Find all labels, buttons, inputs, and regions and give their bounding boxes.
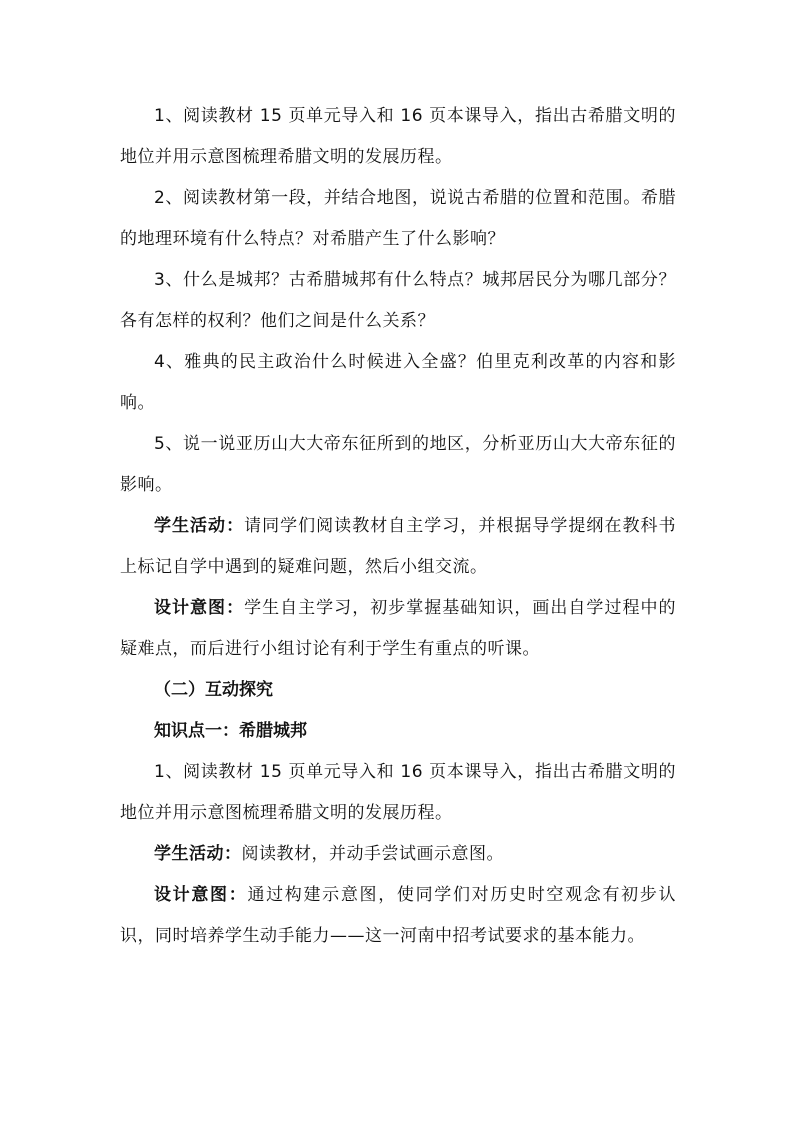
design-intent-label: 设计意图： (154, 885, 248, 905)
design-intent-1 (120, 588, 676, 670)
design-intent-text: 学生自主学习，初步掌握基础知识，画出自学过程中的疑难点，而后进行小组讨论有利于学生有重点的听课。 (120, 598, 677, 659)
design-intent-2 (120, 875, 676, 957)
question-2: 2、阅读教材第一段，并结合地图，说说古希腊的位置和范围。希腊的地理环境有什么特点？对希腊产生了什么影响？ (120, 188, 676, 249)
knowledge-point-heading: 知识点一：希腊城邦 (154, 721, 307, 741)
kp-question-1: 1、阅读教材 15 页单元导入和 16 页本课导入，指出古希腊文明的地位并用示意图梳理希腊文明的发展历程。 (120, 762, 676, 823)
question-1: 1、阅读教材 15 页单元导入和 16 页本课导入，指出古希腊文明的地位并用示意图梳理希腊文明的发展历程。 (120, 106, 676, 167)
section-heading: （二）互动探究 (154, 680, 273, 700)
student-activity-1 (120, 506, 676, 588)
student-activity-2 (120, 834, 676, 875)
document-page (120, 96, 676, 957)
question-5: 5、说一说亚历山大大帝东征所到的地区，分析亚历山大大帝东征的影响。 (120, 434, 676, 495)
design-intent-text: 通过构建示意图，使同学们对历史时空观念有初步认识，同时培养学生动手能力——这一河南中招考试要求的基本能力。 (120, 885, 677, 946)
student-activity-text: 阅读教材，并动手尝试画示意图。 (241, 844, 504, 864)
design-intent-label: 设计意图： (154, 598, 245, 618)
student-activity-text: 请同学们阅读教材自主学习，并根据导学提纲在教科书上标记自学中遇到的疑难问题，然后小组交流。 (120, 516, 677, 577)
question-3: 3、什么是城邦？古希腊城邦有什么特点？城邦居民分为哪几部分？各有怎样的权利？他们之间是什么关系？ (120, 270, 676, 331)
student-activity-label: 学生活动： (154, 844, 242, 864)
question-4: 4、雅典的民主政治什么时候进入全盛？伯里克利改革的内容和影响。 (120, 352, 676, 413)
student-activity-label: 学生活动： (154, 516, 245, 536)
